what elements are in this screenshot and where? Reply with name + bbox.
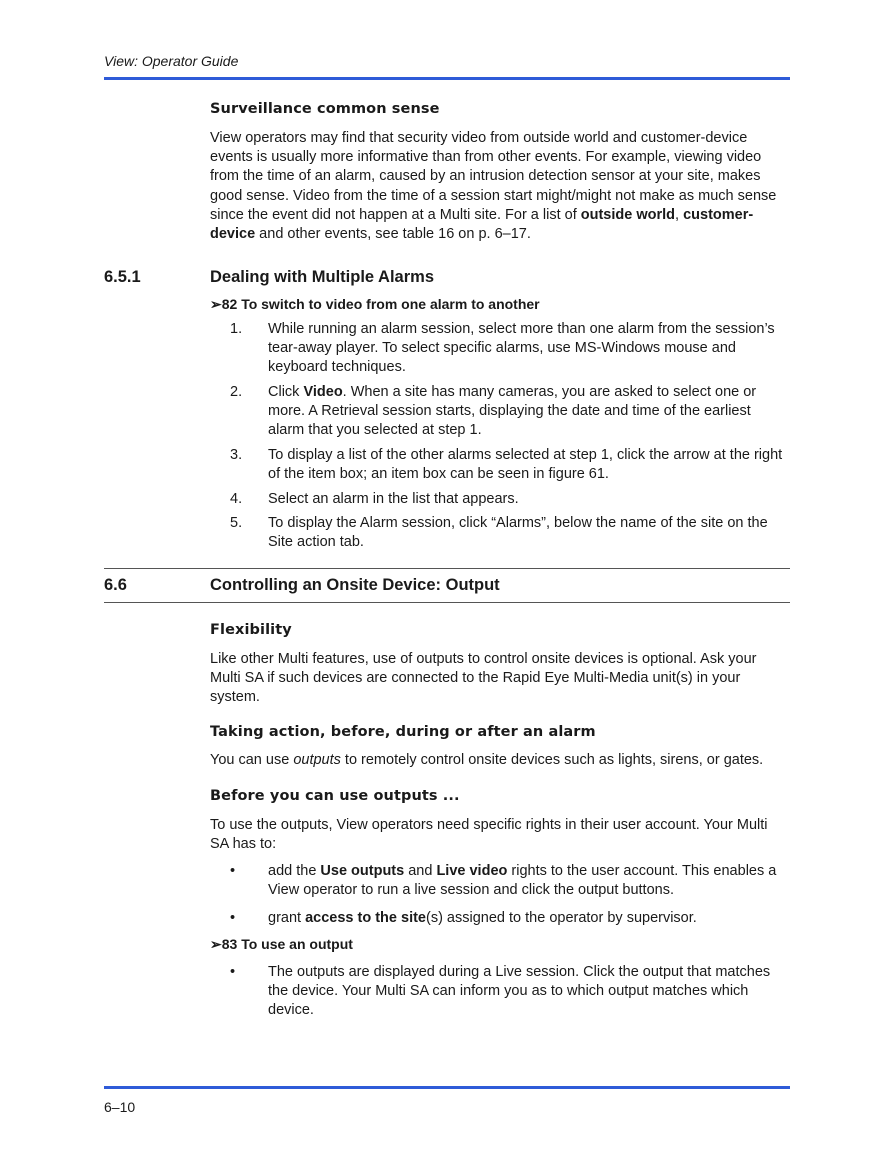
step-text: To display the Alarm session, click “Alarms”, below the name of the site on the Site action tab. [268,515,768,551]
paragraph-text: to remotely control onsite devices such as lights, sirens, or gates. [340,752,764,768]
step-text: Select an alarm in the list that appears. [268,491,519,507]
section-title: Dealing with Multiple Alarms [210,268,434,286]
paragraph-before-outputs: To use the outputs, View operators need specific rights in their user account. Your Multi SA has to: [210,817,768,853]
bullet: • [230,910,236,926]
list-item [210,862,790,900]
paragraph-text: View operators may find that security video from outside world and customer-device events is usually more informative than from other events. For example, viewing video from the time of an alarm, caused by an intrusion detection sensor at your site, makes good sense. Video from the time of a session start might/might not make as much sense since the event did not happen at a Multi site. For a list of [210,130,777,223]
bullet: • [230,863,236,879]
step-number: 4. [230,491,243,507]
bold-term: customer-device [210,206,754,243]
section-rule-bottom [104,602,790,603]
paragraph-flexibility: Like other Multi features, use of outputs to control onsite devices is optional. Ask your Multi SA if such devices are connected to the Rapid Eye Multi-Media unit(s) in your system. [210,651,757,706]
running-header: View: Operator Guide [104,53,239,69]
procedure-heading: ➢82 To switch to video from one alarm to another [210,296,540,312]
paragraph-text: , [675,206,684,223]
bullet-text-part: and [404,863,437,879]
section-number: 6.6 [104,576,127,594]
step-number: 1. [230,321,243,337]
subheading-flexibility: Flexibility [210,622,292,638]
step-text-part: . When a site has many cameras, you are asked to select one or more. A Retrieval session starts, displaying the date and time of the earliest alarm that you selected at step 1. [268,384,757,439]
page-number: 6–10 [104,1099,136,1115]
bullet-text-part: rights to the user account. This enables a View operator to run a live session and click the output buttons. [268,863,777,899]
bold-term: outside world [580,206,676,223]
procedure-heading: ➢83 To use an output [210,936,353,952]
step-number: 2. [230,384,243,400]
italic-term: outputs [293,752,341,768]
list-item [210,514,790,552]
bold-term: Live video [436,863,508,879]
bullet-text [268,909,790,928]
step-text-part: Click [268,384,304,400]
subheading-before-outputs: Before you can use outputs ... [210,788,460,804]
step-number: 5. [230,515,243,531]
subheading-taking-action: Taking action, before, during or after an alarm [210,724,596,740]
bullet-text: The outputs are displayed during a Live session. Click the output that matches the device. Your Multi SA can inform you as to which output matches which device. [268,964,771,1019]
section-title: Controlling an Onsite Device: Output [210,576,500,594]
section-rule-top [104,568,790,569]
paragraph-text: You can use [210,752,294,768]
paragraph-surveillance [210,129,790,244]
step-text: While running an alarm session, select more than one alarm from the session’s tear-away player. To select specific alarms, use MS-Windows mouse and keyboard techniques. [268,321,775,376]
paragraph-taking-action [210,751,790,770]
paragraph-text: and other events, see table 16 on p. 6–17. [255,226,531,243]
bold-term: access to the site [305,910,426,926]
step-number: 3. [230,447,243,463]
bullet: • [230,964,236,980]
bullet-text [268,862,790,900]
step-text: To display a list of the other alarms selected at step 1, click the arrow at the right of the item box; an item box can be seen in figure 61. [268,447,783,483]
subheading-surveillance: Surveillance common sense [210,101,440,117]
header-rule [104,77,790,80]
bullet-text-part: (s) assigned to the operator by supervisor. [426,910,697,926]
bold-term: Use outputs [320,863,405,879]
section-number: 6.5.1 [104,268,141,286]
list-item [210,963,790,1021]
bullet-text-part: grant [268,910,306,926]
list-item [210,490,790,509]
bold-term: Video [303,384,343,400]
list-item [210,909,790,928]
list-item [210,383,790,441]
footer-rule [104,1086,790,1089]
step-text [268,383,790,441]
list-item [210,320,790,378]
list-item [210,446,790,484]
bullet-text-part: add the [268,863,321,879]
